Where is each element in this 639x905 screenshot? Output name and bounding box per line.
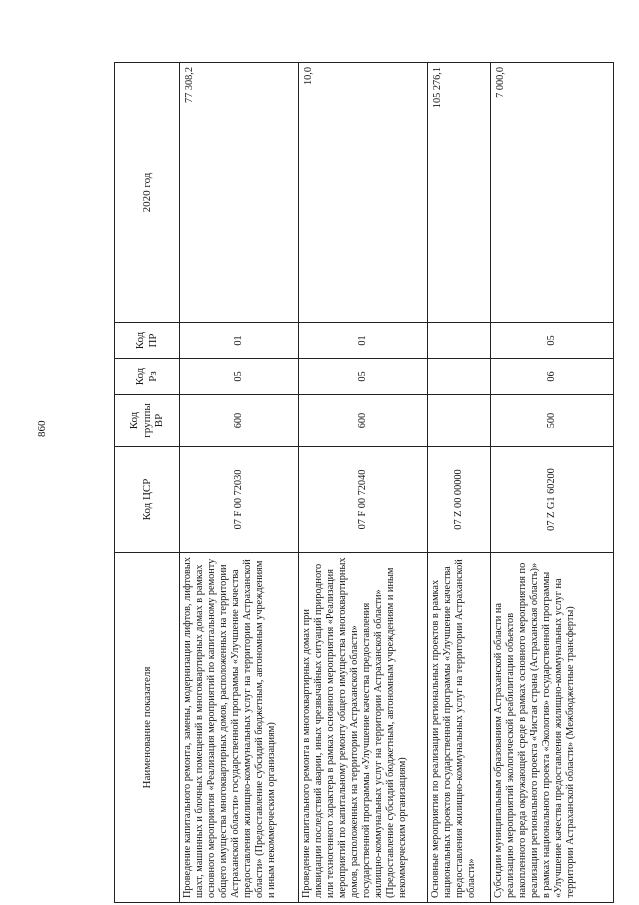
cell-value: 77 308,2 bbox=[180, 63, 299, 323]
header-rz: Код Рз bbox=[115, 359, 180, 395]
table-row bbox=[490, 63, 613, 903]
cell-value: 7 000,0 bbox=[490, 63, 613, 323]
cell-name: Проведение капитального ремонта, замены, модернизации лифтов, лифтовых шахт, машинных и блочных помещений в многоквартирных домах в рамках основного мероприятия «Реализация мероприятий по капитальному ремонту общего имущества многоквартирных домов, расположенных на территории Астраханской области» государственной программы «Улучшение качества предоставления жилищно-коммунальных услуг на территории Астраханской области» (Предоставление субсидий бюджетным, автономным учреждениям и иным некоммерческим организациям) bbox=[180, 553, 299, 903]
cell-pr: 01 bbox=[299, 323, 428, 359]
cell-name: Субсидии муниципальным образованиям Астраханской области на реализацию мероприятий экологической реабилитации объектов накопленного вреда окружающей среде в рамках основного мероприятия по реализации регионального проекта «Чистая страна (Астраханская область)» в рамках национального проекта «Экология» государственной программы «Улучшение качества предоставления жилищно-коммунальных услуг на территории Астраханской области» (Межбюджетные трансферты) bbox=[490, 553, 613, 903]
cell-vr: 500 bbox=[490, 395, 613, 447]
table-header-row bbox=[115, 63, 180, 903]
rotated-table-frame bbox=[114, 63, 614, 903]
table-row bbox=[428, 63, 491, 903]
header-vr: Код группы ВР bbox=[115, 395, 180, 447]
table-row bbox=[180, 63, 299, 903]
cell-name: Основные мероприятия по реализации региональных проектов в рамках национальных проектов государственной программы «Улучшение качества предоставления жилищно-коммунальных услуг на территории Астраханской области» bbox=[428, 553, 491, 903]
cell-vr: 600 bbox=[180, 395, 299, 447]
cell-value: 105 276,1 bbox=[428, 63, 491, 323]
cell-csr: 07 F 00 72030 bbox=[180, 447, 299, 553]
table-row bbox=[299, 63, 428, 903]
cell-rz: 06 bbox=[490, 359, 613, 395]
cell-csr: 07 Z 00 00000 bbox=[428, 447, 491, 553]
header-name: Наименование показателя bbox=[115, 553, 180, 903]
cell-name: Проведение капитального ремонта в многоквартирных домах при ликвидации последствий аварии, иных чрезвычайных ситуаций природного или техногенного характера в рамках основного мероприятия «Реализация мероприятий по капитальному ремонту общего имущества многоквартирных домов, расположенных на территории Астраханской области» государственной программы «Улучшение качества предоставления жилищно-коммунальных услуг на территории Астраханской области» (Предоставление субсидий бюджетным, автономным учреждениям и иным некоммерческим организациям) bbox=[299, 553, 428, 903]
cell-rz: 05 bbox=[180, 359, 299, 395]
cell-rz: 05 bbox=[299, 359, 428, 395]
cell-csr: 07 Z G1 60200 bbox=[490, 447, 613, 553]
cell-pr bbox=[428, 323, 491, 359]
cell-value: 10,0 bbox=[299, 63, 428, 323]
cell-vr: 600 bbox=[299, 395, 428, 447]
cell-csr: 07 F 00 72040 bbox=[299, 447, 428, 553]
page-number: 860 bbox=[36, 420, 48, 437]
cell-vr bbox=[428, 395, 491, 447]
header-csr: Код ЦСР bbox=[115, 447, 180, 553]
budget-table bbox=[114, 62, 614, 903]
header-year: 2020 год bbox=[115, 63, 180, 323]
header-pr: Код ПР bbox=[115, 323, 180, 359]
cell-pr: 05 bbox=[490, 323, 613, 359]
cell-rz bbox=[428, 359, 491, 395]
cell-pr: 01 bbox=[180, 323, 299, 359]
